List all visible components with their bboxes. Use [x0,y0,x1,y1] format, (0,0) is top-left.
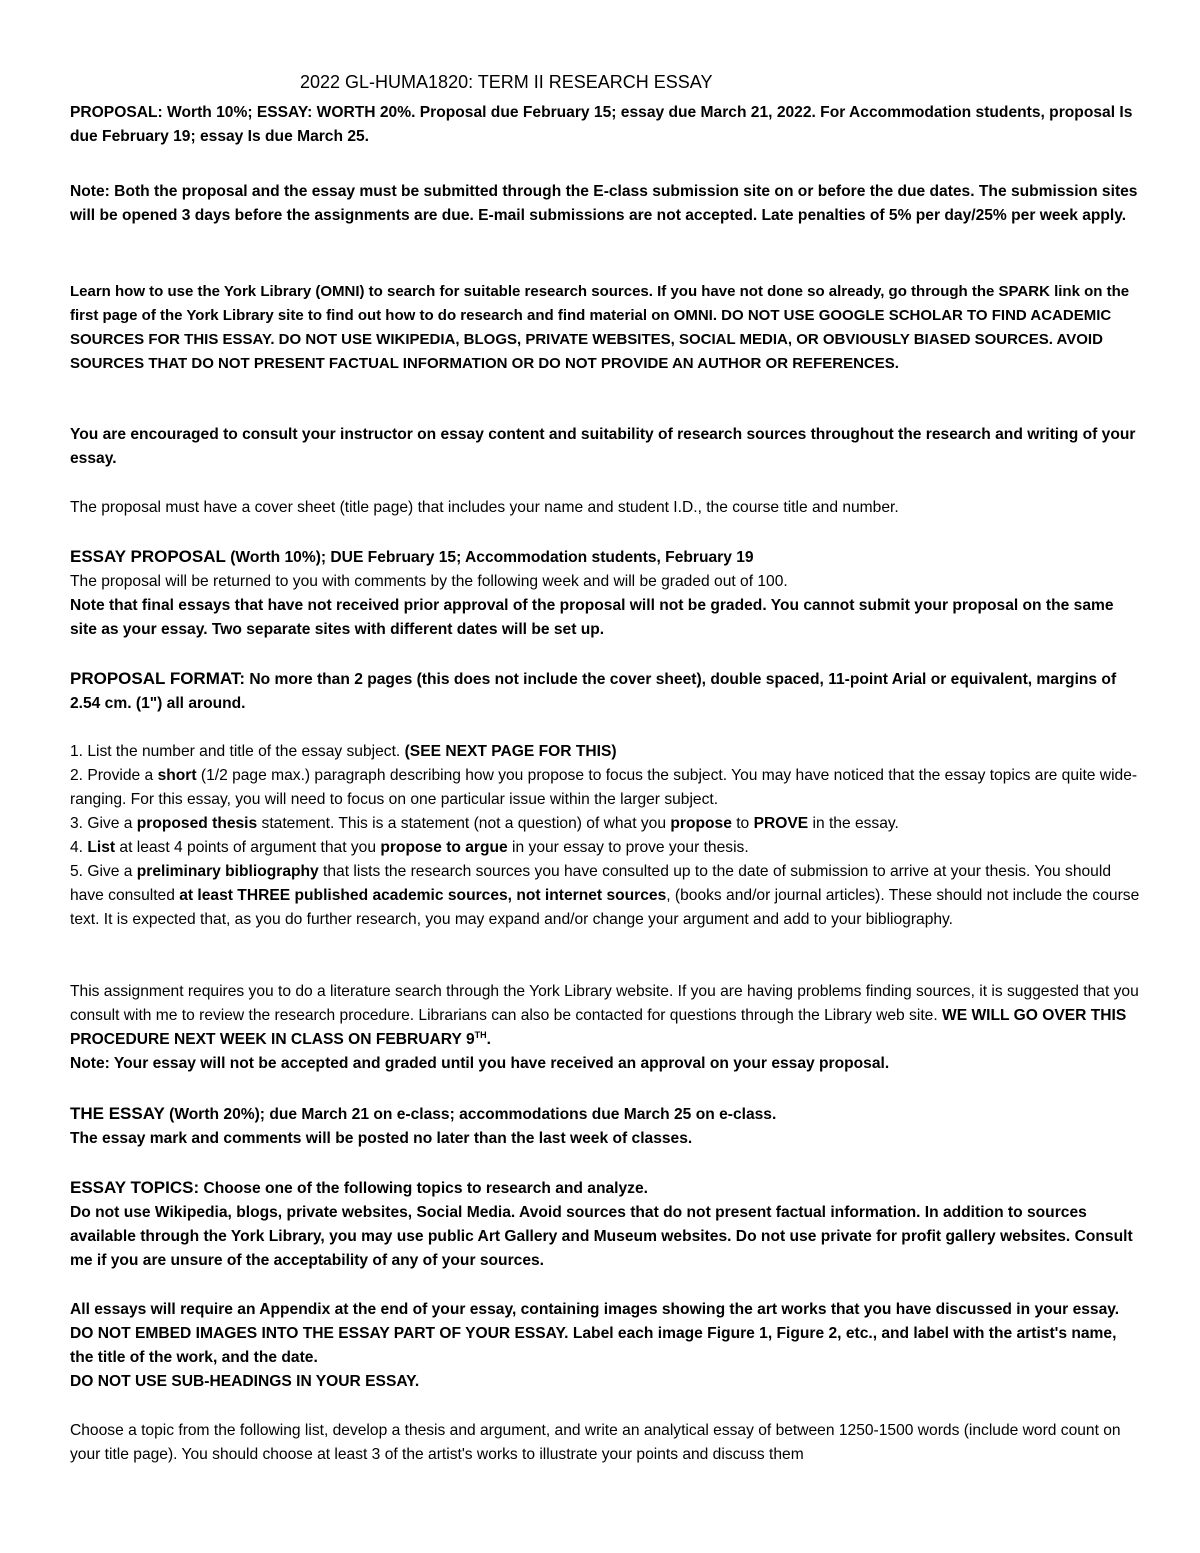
list-item: 5. Give a preliminary bibliography that lists the research sources you have consulted up to the date of submission to arrive at your thesis. You should have consulted at least THREE published academic sources, not internet sources, (books and/or journal articles). These should not include the course text. It is expected that, as you do further research, you may expand and/or change your argument and add to your bibliography. [70,863,1140,928]
essay-heading-details: (Worth 20%); due March 21 on e-class; accommodations due March 25 on e-class. [164,1106,777,1123]
topics-sources-note: Do not use Wikipedia, blogs, private websites, Social Media. Avoid sources that do not present factual information. In addition to sources available through the York Library, you may use public Art Gallery and Museum websites. Do not use private for profit gallery websites. Consult me if you are unsure of the acceptability of any of your sources. [70,1204,1133,1269]
intro-paragraph: PROPOSAL: Worth 10%; ESSAY: WORTH 20%. Proposal due February 15; essay due March 21, 2022. For Accommodation students, proposal Is due February 19; essay Is due March 25. [70,104,1133,145]
list-item: 2. Provide a short (1/2 page max.) paragraph describing how you propose to focus the subject. You may have noticed that the essay topics are quite wide-ranging. For this essay, you will need to focus on one particular issue within the larger subject. [70,767,1138,808]
search-approval-note: Note: Your essay will not be accepted and graded until you have received an approval on your essay proposal. [70,1055,890,1072]
format-section [70,667,1140,716]
search-paragraph: This assignment requires you to do a literature search through the York Library website. If you are having problems finding sources, it is suggested that you consult with me to review the research procedure. Librarians can also be contacted for questions through the Library web site. WE WILL GO OVER THIS PROCEDURE NEXT WEEK IN CLASS ON FEBRUARY 9TH. [70,983,1139,1048]
topics-heading-details: Choose one of the following topics to research and analyze. [199,1180,648,1197]
proposal-section [70,545,1140,642]
search-section [70,980,1140,1076]
list-item: 3. Give a proposed thesis statement. This is a statement (not a question) of what you propose to PROVE in the essay. [70,815,899,832]
subheadings-note: DO NOT USE SUB-HEADINGS IN YOUR ESSAY. [70,1373,420,1390]
page-title: 2022 GL-HUMA1820: TERM II RESEARCH ESSAY [300,72,713,92]
topics-section [70,1176,1140,1273]
essay-mark-note: The essay mark and comments will be posted no later than the last week of classes. [70,1130,693,1147]
essay-section [70,1102,1140,1151]
cover-sheet-paragraph: The proposal must have a cover sheet (title page) that includes your name and student I.D., the course title and number. [70,499,899,516]
list-item: 1. List the number and title of the essay subject. (SEE NEXT PAGE FOR THIS) [70,743,617,760]
topics-heading: ESSAY TOPICS: [70,1178,200,1197]
proposal-heading-line [70,545,1140,570]
format-text: No more than 2 pages (this does not include the cover sheet), double spaced, 11-point Arial or equivalent, margins of 2.54 cm. (1") all around. [70,671,1117,712]
proposal-heading-details: (Worth 10%); DUE February 15; Accommodation students, February 19 [225,549,754,566]
list-item: 4. List at least 4 points of argument that you propose to argue in your essay to prove your thesis. [70,839,749,856]
proposal-heading: ESSAY PROPOSAL [70,547,226,566]
proposal-steps [70,740,1140,932]
format-heading: PROPOSAL FORMAT: [70,669,246,688]
consult-paragraph: You are encouraged to consult your instructor on essay content and suitability of research sources throughout the research and writing of your essay. [70,426,1136,467]
choose-topic-paragraph: Choose a topic from the following list, develop a thesis and argument, and write an analytical essay of between 1250-1500 words (include word count on your title page). You should choose at least 3 of the artist's works to illustrate your points and discuss them [70,1422,1121,1463]
appendix-section [70,1298,1140,1394]
submission-note: Note: Both the proposal and the essay must be submitted through the E-class submission site on or before the due dates. The submission sites will be opened 3 days before the assignments are due. E-mail submissions are not accepted. Late penalties of 5% per day/25% per week apply. [70,183,1138,224]
library-paragraph: Learn how to use the York Library (OMNI) to search for suitable research sources. If you have not done so already, go through the SPARK link on the first page of the York Library site to find out how to do research and find material on OMNI. DO NOT USE GOOGLE SCHOLAR TO FIND ACADEMIC SOURCES FOR THIS ESSAY. DO NOT USE WIKIPEDIA, BLOGS, PRIVATE WEBSITES, SOCIAL MEDIA, OR OBVIOUSLY BIASED SOURCES. AVOID SOURCES THAT DO NOT PRESENT FACTUAL INFORMATION OR DO NOT PROVIDE AN AUTHOR OR REFERENCES. [70,283,1130,372]
appendix-paragraph: All essays will require an Appendix at the end of your essay, containing images showing the art works that you have discussed in your essay. DO NOT EMBED IMAGES INTO THE ESSAY PART OF YOUR ESSAY. Label each image Figure 1, Figure 2, etc., and label with the artist's name, the title of the work, and the date. [70,1301,1120,1366]
proposal-returned: The proposal will be returned to you with comments by the following week and will be graded out of 100. [70,573,788,590]
essay-heading: THE ESSAY [70,1104,165,1123]
proposal-approval-note: Note that final essays that have not received prior approval of the proposal will not be graded. You cannot submit your proposal on the same site as your essay. Two separate sites with different dates will be set up. [70,597,1114,638]
